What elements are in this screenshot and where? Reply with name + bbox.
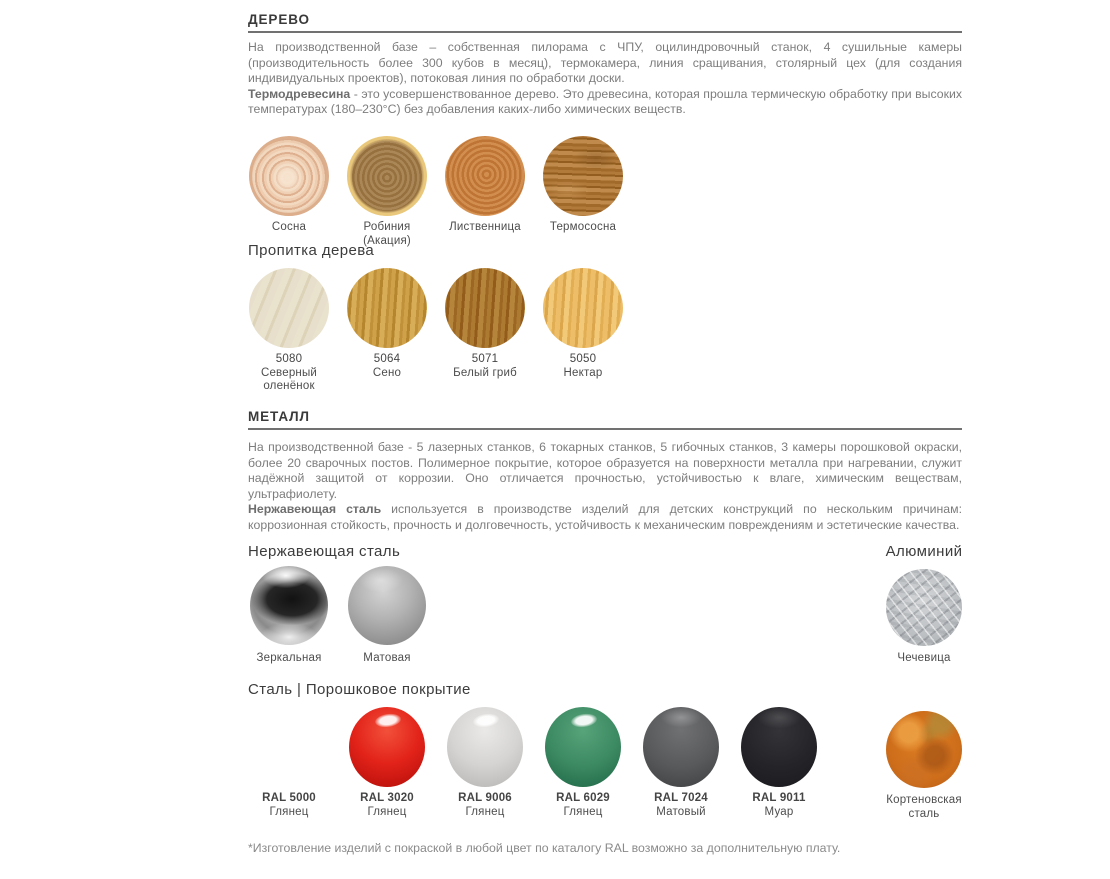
mirror-steel-label: Зеркальная [256, 652, 322, 664]
wood-sample-pine [240, 136, 338, 248]
pine-swatch [249, 136, 329, 216]
wood-paragraph-2 [248, 87, 962, 118]
wood-sample-thermopine [534, 136, 632, 248]
impregnation-sample-5071 [436, 268, 534, 394]
ral-5000-code: RAL 5000 [262, 792, 316, 804]
wood-sample-larch [436, 136, 534, 248]
impregnation-sample-5064 [338, 268, 436, 394]
tint-5050-label [564, 353, 603, 380]
wood-paragraph-2-text: - это усовершенствованное дерево. Это древесина, которая прошла термическую обработку при высоких температурах (180–230°C) без добавления каких-либо химических веществ. [248, 86, 962, 117]
ral-6029-label [556, 792, 610, 819]
corten-steel-label: Кортеновская сталь [886, 794, 962, 820]
wood-species-row [240, 136, 632, 248]
aluminum-lentil-label: Чечевица [897, 652, 951, 664]
matte-steel-label: Матовая [363, 652, 411, 664]
larch-swatch [445, 136, 525, 216]
metal-paragraph-2-lead: Нержавеющая сталь [248, 502, 382, 517]
aluminum-lentil-swatch [886, 569, 962, 646]
tint-5080-name: Северный оленёнок [260, 366, 318, 392]
metal-section-text [248, 440, 962, 534]
tint-5050-code: 5050 [569, 353, 597, 365]
powder-sample-ral5000 [240, 707, 338, 819]
ral-5000-finish: Глянец [269, 805, 309, 818]
ral-6029-swatch [545, 707, 621, 787]
tint-5050-name: Нектар [563, 366, 603, 379]
thermopine-swatch [543, 136, 623, 216]
ral-7024-finish: Матовый [656, 805, 706, 818]
powder-title: Сталь | Порошковое покрытие [248, 681, 471, 698]
powder-row [240, 707, 828, 819]
ral-3020-label [360, 792, 414, 819]
impregnation-row [240, 268, 632, 394]
matte-steel-swatch [348, 566, 426, 645]
ral-3020-code: RAL 3020 [360, 792, 414, 804]
pine-label: Сосна [271, 221, 307, 233]
ral-9006-finish: Глянец [465, 805, 505, 818]
ral-9011-label [752, 792, 805, 819]
wood-sample-robinia [338, 136, 436, 248]
tint-5071-name: Белый гриб [453, 366, 517, 379]
corten-sample [875, 711, 973, 821]
powder-sample-ral6029 [534, 707, 632, 819]
tint-5064-name: Сено [372, 366, 402, 379]
stainless-sample-matte [338, 566, 436, 666]
aluminum-sample [875, 569, 973, 666]
tint-5064-code: 5064 [373, 353, 401, 365]
ral-9011-finish: Муар [764, 805, 794, 818]
ral-3020-swatch [349, 707, 425, 787]
powder-sample-ral7024 [632, 707, 730, 819]
wood-section-title: ДЕРЕВО [248, 12, 310, 27]
ral-9011-swatch [741, 707, 817, 787]
tint-5080-swatch [249, 268, 329, 348]
tint-5071-code: 5071 [471, 353, 499, 365]
robinia-swatch [347, 136, 427, 216]
wood-paragraph-2-lead: Термодревесина [248, 86, 351, 101]
larch-label: Лиственница [449, 221, 521, 233]
corten-steel-swatch [886, 711, 962, 788]
powder-sample-ral9011 [730, 707, 828, 819]
impregnation-title: Пропитка дерева [248, 242, 375, 259]
wood-section-text [248, 40, 962, 118]
tint-5071-swatch [445, 268, 525, 348]
ral-6029-code: RAL 6029 [556, 792, 610, 804]
metal-section-title: МЕТАЛЛ [248, 409, 310, 424]
thermopine-label: Термососна [549, 221, 617, 233]
stainless-sample-mirror [240, 566, 338, 666]
ral-5000-swatch [251, 707, 327, 787]
ral-7024-code: RAL 7024 [654, 792, 708, 804]
metal-paragraph-2 [248, 502, 962, 533]
robinia-label: Робиния (Акация) [363, 221, 411, 247]
impregnation-sample-5080 [240, 268, 338, 394]
tint-5064-swatch [347, 268, 427, 348]
tint-5064-label [373, 353, 401, 380]
ral-6029-finish: Глянец [563, 805, 603, 818]
stainless-row [240, 566, 436, 666]
ral-9006-label [458, 792, 512, 819]
ral-footnote: *Изготовление изделий с покраской в любой цвет по каталогу RAL возможно за дополнительную плату. [248, 841, 841, 855]
ral-7024-swatch [643, 707, 719, 787]
aluminum-title: Алюминий [885, 543, 963, 560]
ral-3020-finish: Глянец [367, 805, 407, 818]
wood-section-divider [248, 31, 962, 33]
ral-9006-swatch [447, 707, 523, 787]
stainless-title: Нержавеющая сталь [248, 543, 401, 560]
ral-7024-label [654, 792, 708, 819]
ral-9011-code: RAL 9011 [752, 792, 806, 804]
ral-5000-label [262, 792, 316, 819]
powder-sample-ral9006 [436, 707, 534, 819]
mirror-steel-swatch [250, 566, 328, 645]
tint-5050-swatch [543, 268, 623, 348]
tint-5080-code: 5080 [275, 353, 303, 365]
ral-9006-code: RAL 9006 [458, 792, 512, 804]
impregnation-sample-5050 [534, 268, 632, 394]
powder-sample-ral3020 [338, 707, 436, 819]
tint-5071-label [453, 353, 517, 380]
metal-paragraph-1: На производственной базе - 5 лазерных станков, 6 токарных станков, 5 гибочных станков, 3 камеры порошковой окраски, более 20 сварочных постов. Полимерное покрытие, которое образуется на поверхности металла при нагревании, служит надёжной защитой от коррозии. Оно отличается прочностью, устойчивостью к влаге, химическим веществам, ультрафиолету. [248, 440, 962, 501]
metal-section-divider [248, 428, 962, 430]
tint-5080-label [240, 353, 338, 394]
wood-paragraph-1: На производственной базе – собственная пилорама с ЧПУ, оцилиндровочный станок, 4 сушильные камеры (производительность более 300 кубов в месяц), термокамера, линия сращивания, столярный цех (для создания индивидуальных проектов), потоковая линия по обработки доски. [248, 40, 962, 86]
metal-paragraph-2-text: используется в производстве изделий для детских конструкций по нескольким причинам: коррозионная стойкость, прочность и долговечность, устойчивость к механическим повреждениям и эстетические качества. [248, 502, 962, 532]
